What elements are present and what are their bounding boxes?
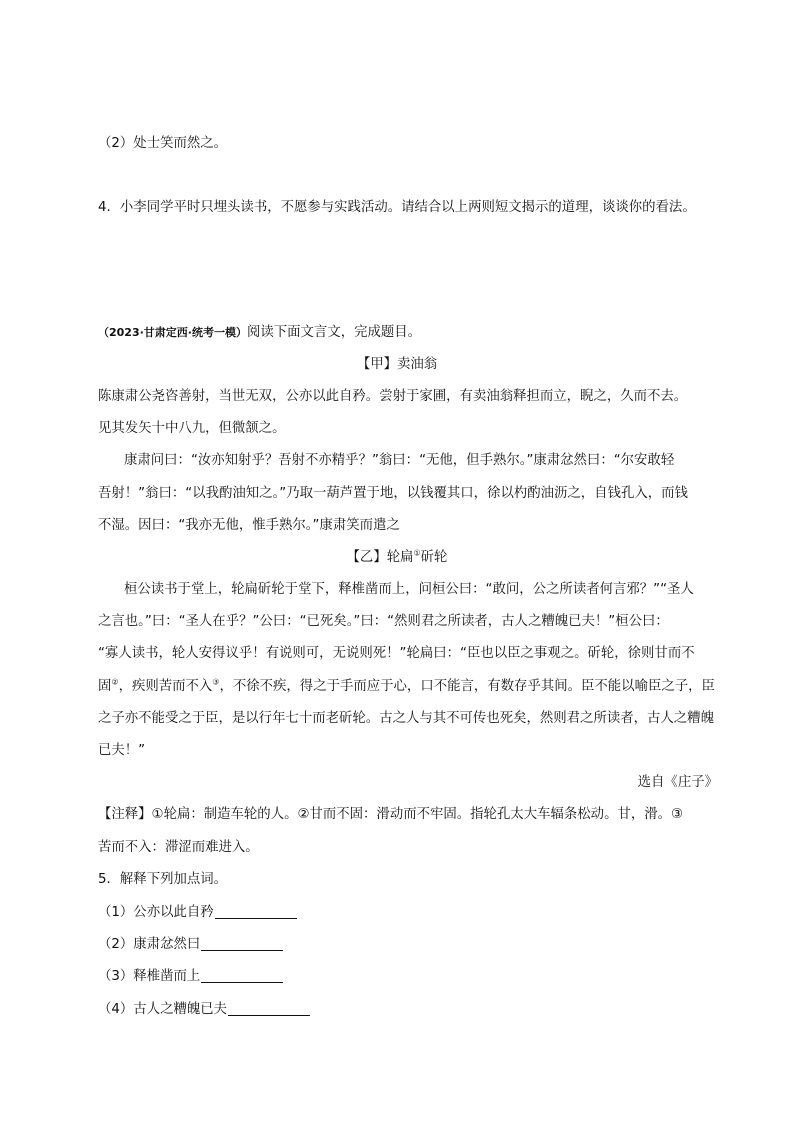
question-3-sub-2: （2）处士笑而然之。 xyxy=(98,136,228,151)
passage-b-title-post: 斫轮 xyxy=(420,550,448,565)
notes-line: 苦而不入：滞涩而难进入。 xyxy=(98,840,259,855)
passage-b-text: 固 xyxy=(98,679,112,694)
passage-b-title xyxy=(0,548,794,568)
passage-a-line: 不湿。因曰：“我亦无他，惟手熟尔。”康肃笑而遣之 xyxy=(98,518,400,533)
passage-b-line: 之子亦不能受之于臣，是以行年七十而老斫轮。古之人与其不可传也死矣，然则君之所读者，古人之糟魄 xyxy=(98,711,714,726)
question-5-item xyxy=(98,999,738,1020)
question-5-item-text: （2）康肃忿然曰 xyxy=(98,937,201,952)
notes-line: 【注释】①轮扁：制造车轮的人。②甘而不固：滑动而不牢固。指轮孔太大车辐条松动。甘，滑。③ xyxy=(98,807,684,822)
answer-blank[interactable] xyxy=(215,902,297,919)
answer-blank[interactable] xyxy=(201,966,283,983)
answer-blank[interactable] xyxy=(201,934,283,951)
passage-a-title: 【甲】卖油翁 xyxy=(356,357,438,372)
passage-b-source: 选自《庄子》 xyxy=(637,775,718,790)
passage-b-text: ，不徐不疾，得之于手而应于心，口不能言，有数存乎其间。臣不能以喻臣之子，臣 xyxy=(219,679,715,694)
passage-b-line: “寡人读书，轮人安得议乎！有说则可，无说则死！”轮扁曰：“臣也以臣之事观之。斫轮，徐则甘而不 xyxy=(98,646,695,661)
footnote-marker: ① xyxy=(413,548,421,558)
question-5: 5．解释下列加点词。 xyxy=(98,872,228,887)
passage-a-line: 见其发矢十中八九，但微颔之。 xyxy=(98,421,286,436)
passage-b-text: ，疾则苦而不入 xyxy=(118,679,213,694)
question-5-item xyxy=(98,902,738,923)
footnote-marker: ③ xyxy=(212,677,220,687)
passage-b-line: 之言也。”曰：“圣人在乎？”公曰：“已死矣。”曰：“然则君之所读者，古人之糟魄已夫！”桓公曰： xyxy=(98,614,669,629)
question-5-item xyxy=(98,934,738,955)
passage-b-line: 桓公读书于堂上，轮扁斫轮于堂下，释椎凿而上，问桓公曰：“敢问，公之所读者何言邪？”“圣人 xyxy=(124,582,694,597)
passage-b-title-pre: 【乙】轮扁 xyxy=(346,550,414,565)
question-5-item-text: （3）释椎凿而上 xyxy=(98,969,201,984)
passage-b-line xyxy=(98,677,738,697)
passage-a-line: 康肃问曰：“汝亦知射乎？吾射不亦精乎？”翁曰：“无他，但手熟尔。”康肃忿然曰：“尔安敢轻 xyxy=(124,453,675,468)
source-instruction: 阅读下面文言文，完成题目。 xyxy=(246,325,422,340)
answer-blank[interactable] xyxy=(228,999,310,1016)
footnote-marker: ② xyxy=(111,677,119,687)
question-5-item xyxy=(98,966,738,987)
question-4: 4．小李同学平时只埋头读书，不愿参与实践活动。请结合以上两则短文揭示的道理，谈谈你的看法。 xyxy=(98,200,696,215)
passage-a-line: 陈康肃公尧咨善射，当世无双，公亦以此自矜。尝射于家圃，有卖油翁释担而立，睨之，久而不去。 xyxy=(98,389,688,404)
passage-a-line: 吾射！”翁曰：“以我酌油知之。”乃取一葫芦置于地，以钱覆其口，徐以杓酌油沥之，自钱孔入，而钱 xyxy=(98,486,688,501)
question-5-item-text: （4）古人之糟魄已夫 xyxy=(98,1002,228,1017)
source-line xyxy=(98,323,738,343)
source-tag: （2023·甘肃定西·统考一模） xyxy=(98,326,247,339)
question-5-item-text: （1）公亦以此自矜 xyxy=(98,905,214,920)
passage-b-line: 已夫！” xyxy=(98,743,146,758)
